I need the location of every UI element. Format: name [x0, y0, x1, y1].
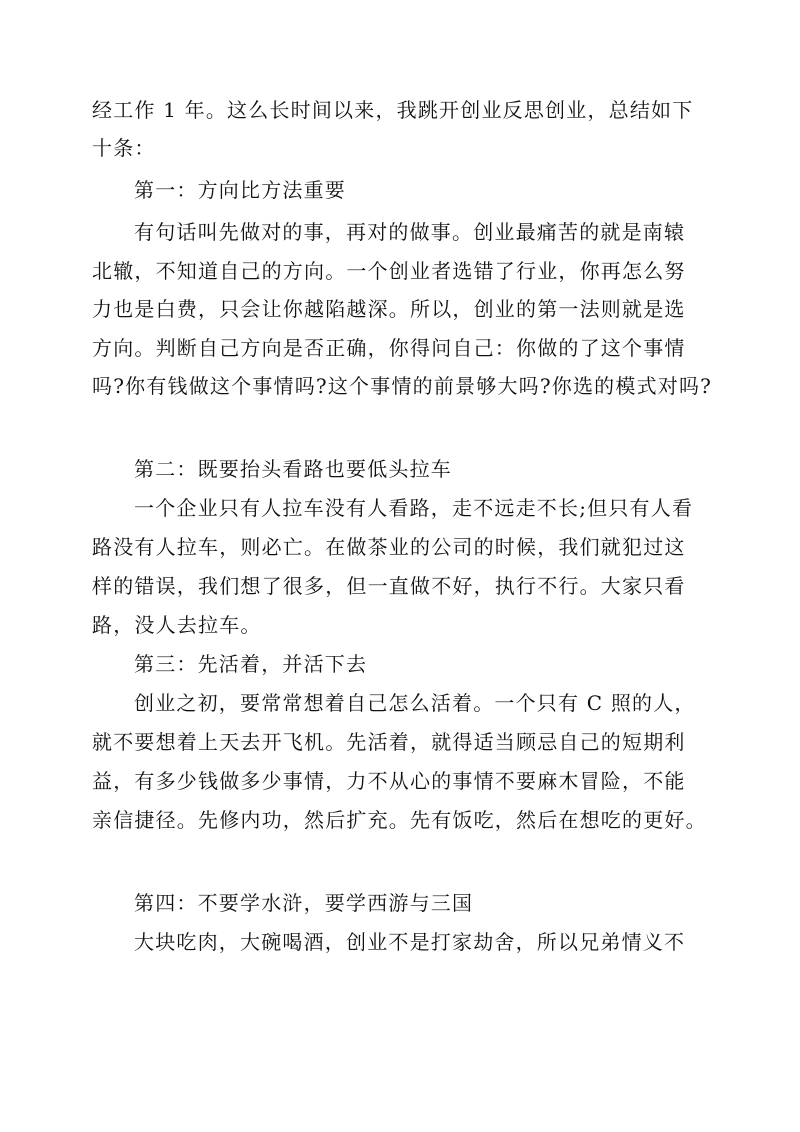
- body-text-line: 路没有人拉车，则必亡。在做茶业的公司的时候，我们就犯过这: [92, 535, 686, 559]
- section-heading-4: 第四：不要学水浒，要学西游与三国: [134, 891, 474, 915]
- body-text-line: 创业之初，要常常想着自己怎么活着。一个只有 C 照的人，: [134, 691, 696, 715]
- body-text-line: 经工作 1 年。这么长时间以来，我跳开创业反思创业，总结如下: [92, 98, 694, 122]
- body-text-line: 样的错误，我们想了很多，但一直做不好，执行不行。大家只看: [92, 574, 686, 598]
- body-text-line: 十条：: [92, 136, 156, 160]
- body-text-line: 方向。判断自己方向是否正确，你得问自己：你做的了这个事情: [92, 336, 686, 360]
- body-text-line: 益，有多少钱做多少事情，力不从心的事情不要麻木冒险，不能: [92, 769, 686, 793]
- body-text-line: 大块吃肉，大碗喝酒，创业不是打家劫舍，所以兄弟情义不: [134, 930, 686, 954]
- section-heading-1: 第一：方向比方法重要: [134, 178, 346, 202]
- body-text-line: 路，没人去拉车。: [92, 613, 262, 637]
- body-text-line: 一个企业只有人拉车没有人看路，走不远走不长;但只有人看: [134, 496, 694, 520]
- body-text-line: 有句话叫先做对的事，再对的做事。创业最痛苦的就是南辕: [134, 220, 686, 244]
- body-text-line: 亲信捷径。先修内功，然后扩充。先有饭吃，然后在想吃的更好。: [92, 808, 707, 832]
- body-text-line: 北辙，不知道自己的方向。一个创业者选错了行业，你再怎么努: [92, 259, 686, 283]
- body-text-line: 力也是白费，只会让你越陷越深。所以，创业的第一法则就是选: [92, 297, 686, 321]
- body-text-line: 就不要想着上天去开飞机。先活着，就得适当顾忌自己的短期利: [92, 730, 686, 754]
- body-text-line: 吗?你有钱做这个事情吗?这个事情的前景够大吗?你选的模式对吗?: [92, 374, 713, 398]
- section-heading-3: 第三：先活着，并活下去: [134, 652, 368, 676]
- section-heading-2: 第二：既要抬头看路也要低头拉车: [134, 457, 452, 481]
